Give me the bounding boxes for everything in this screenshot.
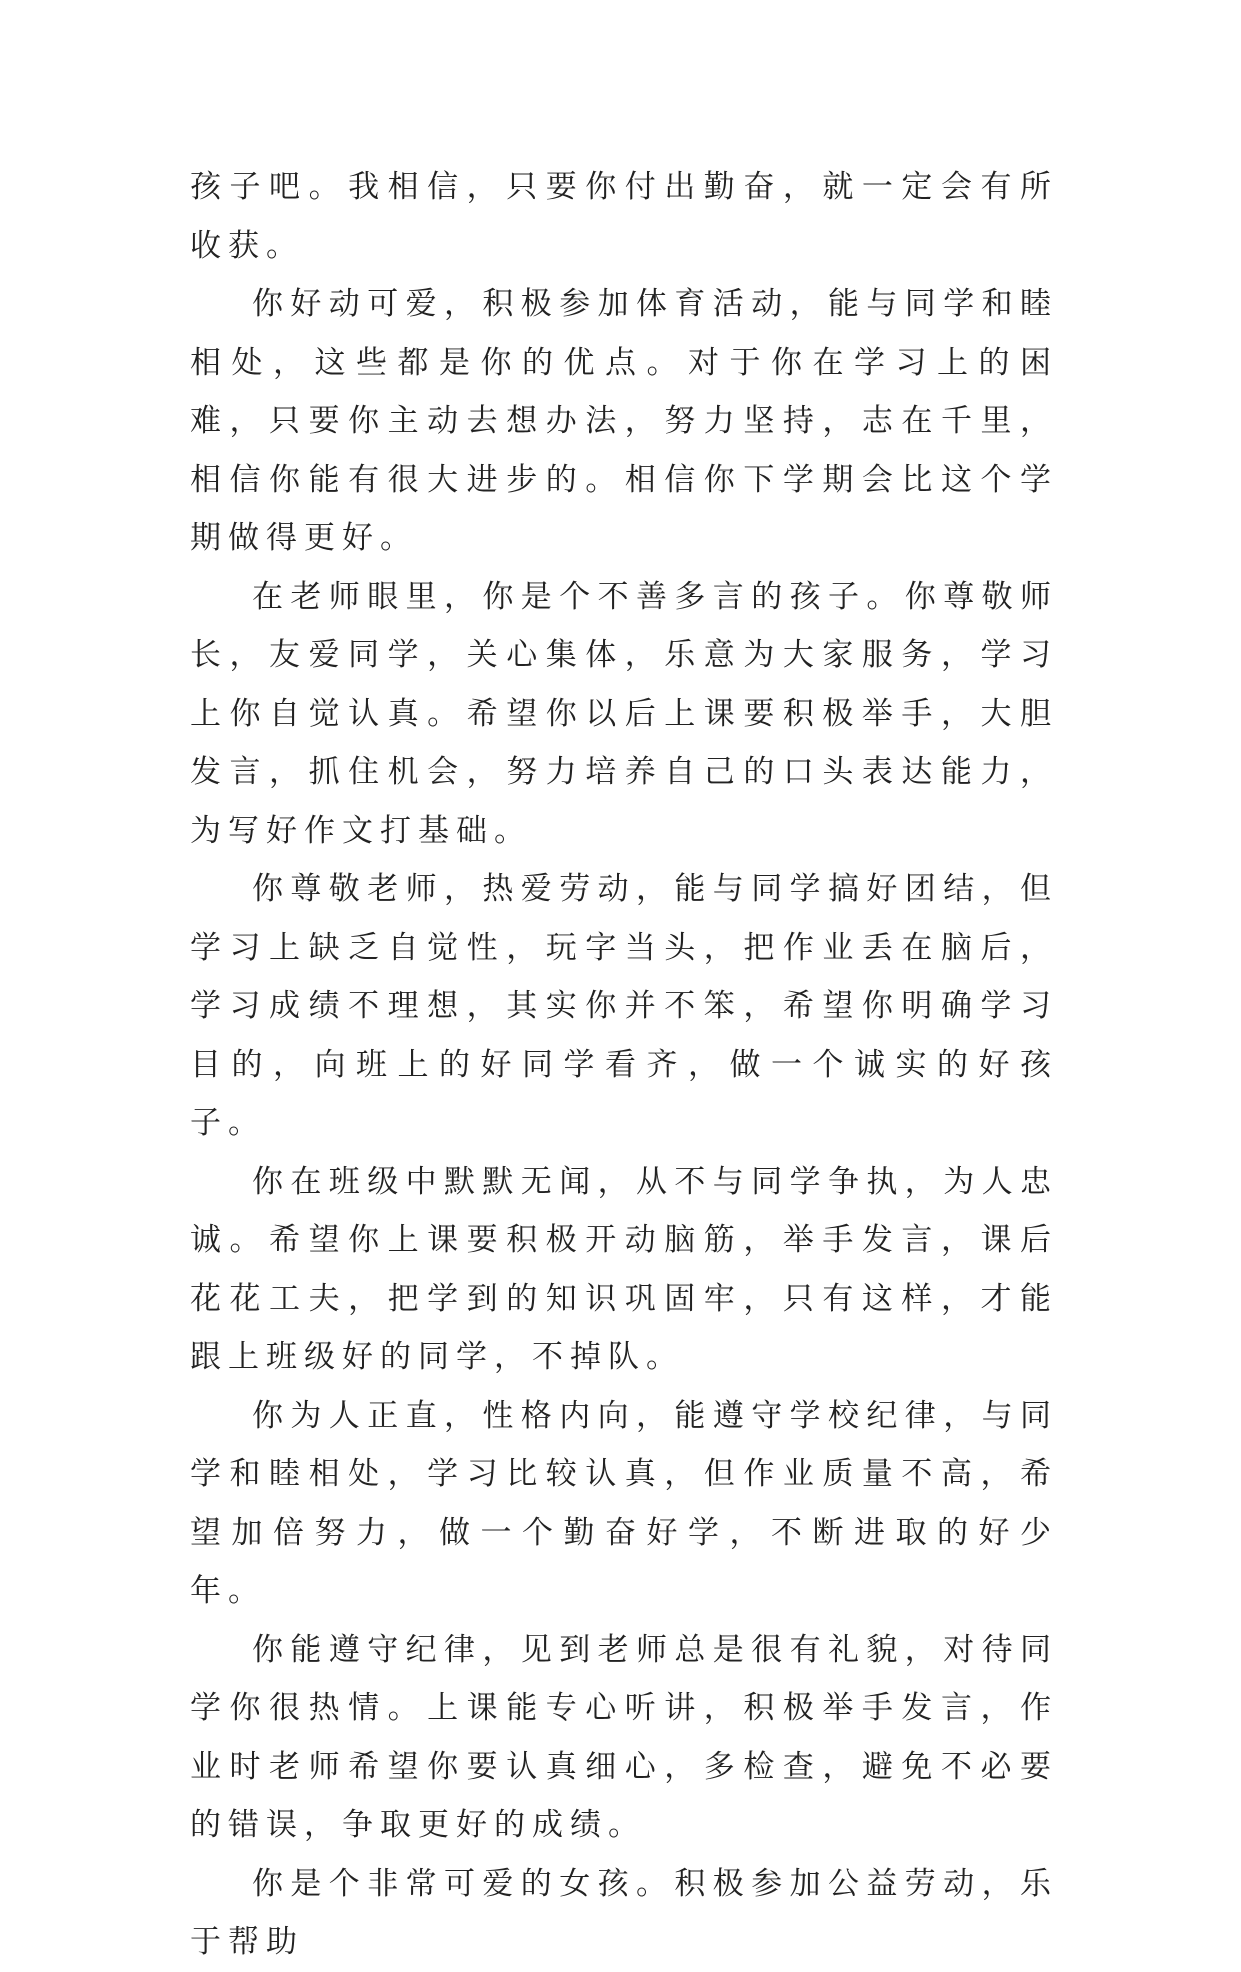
paragraph-3: 在老师眼里，你是个不善多言的孩子。你尊敬师长，友爱同学，关心集体，乐意为大家服务，学习上你自觉认真。希望你以后上课要积极举手，大胆发言，抓住机会，努力培养自己的口头表达能力，为写好作文打基础。 <box>190 578 1058 849</box>
paragraph-8: 你是个非常可爱的女孩。积极参加公益劳动，乐于帮助 <box>190 1865 1058 1960</box>
paragraph-4: 你尊敬老师，热爱劳动，能与同学搞好团结，但学习上缺乏自觉性，玩字当头，把作业丢在脑后，学习成绩不理想，其实你并不笨，希望你明确学习目的，向班上的好同学看齐，做一个诚实的好孩子。 <box>190 871 1058 1141</box>
paragraph-7: 你能遵守纪律，见到老师总是很有礼貌，对待同学你很热情。上课能专心听讲，积极举手发言，作业时老师希望你要认真细心，多检查，避免不必要的错误，争取更好的成绩。 <box>190 1631 1058 1843</box>
paragraph-6: 你为人正直，性格内向，能遵守学校纪律，与同学和睦相处，学习比较认真，但作业质量不高，希望加倍努力，做一个勤奋好学，不断进取的好少年。 <box>190 1397 1058 1609</box>
paragraph-5: 你在班级中默默无闻，从不与同学争执，为人忠诚。希望你上课要积极开动脑筋，举手发言，课后花花工夫，把学到的知识巩固牢，只有这样，才能跟上班级好的同学，不掉队。 <box>190 1163 1058 1375</box>
paragraph-1: 孩子吧。我相信，只要你付出勤奋，就一定会有所收获。 <box>190 169 1058 264</box>
paragraph-2: 你好动可爱，积极参加体育活动，能与同学和睦相处，这些都是你的优点。对于你在学习上的困难，只要你主动去想办法，努力坚持，志在千里，相信你能有很大进步的。相信你下学期会比这个学期做得更好。 <box>190 286 1058 556</box>
document-body <box>190 158 1058 1972</box>
